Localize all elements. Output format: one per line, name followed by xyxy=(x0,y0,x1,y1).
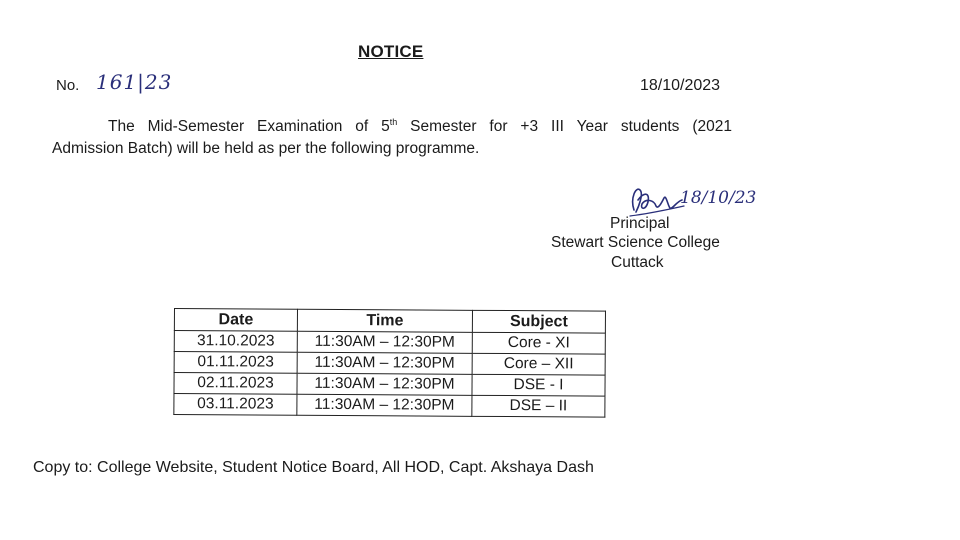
table-row xyxy=(174,373,605,397)
cell-time: 11:30AM – 12:30PM xyxy=(297,373,472,395)
copy-to-line: Copy to: College Website, Student Notice Board, All HOD, Capt. Akshaya Dash xyxy=(33,459,594,476)
cell-date: 02.11.2023 xyxy=(174,373,297,395)
cell-date: 01.11.2023 xyxy=(174,352,297,374)
table-row xyxy=(174,331,605,355)
college-name: Stewart Science College xyxy=(551,234,720,251)
handwritten-number-text: 161|23 xyxy=(96,70,173,94)
handwritten-notice-number xyxy=(96,66,176,102)
cell-time: 11:30AM – 12:30PM xyxy=(297,352,472,374)
notice-title: NOTICE xyxy=(358,42,424,61)
cell-date: 03.11.2023 xyxy=(174,394,297,416)
cell-subject: Core - XI xyxy=(472,332,605,354)
ordinal-suffix: th xyxy=(389,117,398,127)
table-header-row xyxy=(174,309,605,334)
column-header-time: Time xyxy=(297,309,472,332)
cell-date: 31.10.2023 xyxy=(174,331,297,353)
column-header-subject: Subject xyxy=(472,310,605,333)
notice-number-label: No. xyxy=(56,77,80,94)
notice-body-line-2: Admission Batch) will be held as per the following programme. xyxy=(52,140,480,157)
cell-subject: Core – XII xyxy=(472,353,605,375)
table-row xyxy=(174,394,605,418)
cell-subject: DSE – II xyxy=(472,395,605,417)
cell-time: 11:30AM – 12:30PM xyxy=(297,394,472,416)
cell-time: 11:30AM – 12:30PM xyxy=(297,331,472,353)
column-header-date: Date xyxy=(174,309,297,332)
notice-body xyxy=(52,116,732,160)
principal-title: Principal xyxy=(610,215,670,232)
signature-date: 18/10/23 xyxy=(680,188,757,208)
cell-subject: DSE - I xyxy=(472,374,605,396)
notice-body-line-1: The Mid-Semester Examination of 5th Semester for +3 III Year students (2021 xyxy=(108,117,732,135)
table-row xyxy=(174,352,605,376)
notice-date: 18/10/2023 xyxy=(640,77,721,94)
exam-schedule-table xyxy=(173,308,606,418)
college-city: Cuttack xyxy=(611,254,664,271)
